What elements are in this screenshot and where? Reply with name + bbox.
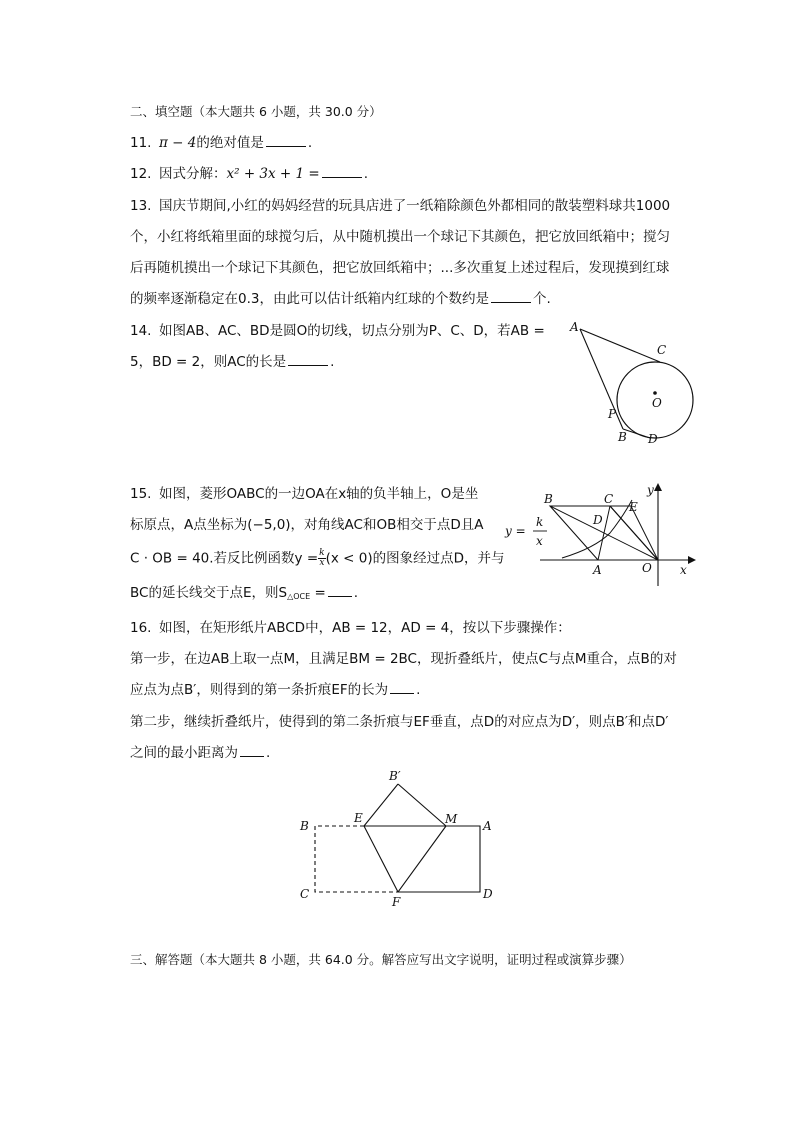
question-12 [130,165,368,183]
q16-text-3: 应点为点B′，则得到的第一条折痕EF的长为 [130,682,389,698]
q16-figure [290,768,510,910]
question-11-number: 11. [130,135,152,151]
question-15-line-3 [130,549,505,568]
x-axis-arrow [688,556,696,564]
label-b-prime: B′ [389,769,401,783]
label-c: C [604,492,614,506]
eq-y: y = [505,524,526,538]
label-y: y [647,483,654,497]
question-13-number: 13. [130,198,152,214]
question-15-line-2: 标原点，A点坐标为(−5,0)，对角线AC和OB相交于点D且A [130,517,484,533]
label-a: A [570,320,579,334]
question-16-line-1 [130,619,571,637]
q15-figure [500,478,700,590]
label-f: F [392,895,401,909]
q14-answer-blank[interactable] [288,353,328,366]
q14-figure [560,315,710,450]
eq-x: x [536,534,543,548]
q11-end: . [307,135,313,151]
q15-frac-den: x [319,558,325,568]
label-p: P [608,407,617,421]
question-14-line-2 [130,353,334,371]
q12-answer-blank[interactable] [322,165,362,178]
label-o: O [642,561,652,575]
q16-text-5: 之间的最小距离为 [130,745,238,761]
section-3-title: 三、解答题（本大题共 8 小题，共 64.0 分。解答应写出文字说明，证明过程或演算步骤） [130,952,632,967]
question-13-line-3: 后再随机摸出一个球记下其颜色，把它放回纸箱中；...多次重复上述过程后，发现摸到红球 [130,260,670,276]
center-o [653,391,657,395]
label-b: B [300,819,309,833]
question-16-line-5 [130,744,270,762]
q16-text-1: 如图，在矩形纸片ABCD中，AB = 12，AD = 4，按以下步骤操作： [159,620,571,636]
label-e: E [629,500,638,514]
label-d: D [483,887,493,901]
label-b: B [544,492,553,506]
question-16-line-4: 第二步，继续折叠纸片，使得到的第二条折痕与EF垂直，点D的对应点为D′，则点B′和点D′ [130,714,669,730]
section-2-title: 二、填空题（本大题共 6 小题，共 30.0 分） [130,104,382,119]
q15-equals: = [314,585,326,601]
q15-text-1: 如图，菱形OABC的一边OA在x轴的负半轴上，O是坐 [159,486,479,502]
q15-subscript: △OCE [287,592,311,601]
q15-text-4: BC的延长线交于点E，则S [130,585,288,601]
q15-text-3b: (x < 0)的图象经过点D，并与 [325,550,505,567]
q16-answer-blank-1[interactable] [390,681,414,694]
q11-expr: π − 4 [159,135,197,151]
q16-answer-blank-2[interactable] [240,744,264,757]
q13-answer-blank[interactable] [491,290,531,303]
label-x: x [680,563,687,577]
label-c: C [657,343,667,357]
q12-end: . [363,166,369,182]
segment-oe [631,506,658,560]
dashed-original [315,826,398,892]
q14-text-1: 如图AB、AC、BD是圆O的切线，切点分别为P、C、D，若AB = [159,323,545,339]
label-o: O [652,396,662,410]
label-d: D [648,432,658,446]
segment-b-prime-m [398,784,446,826]
label-c: C [300,887,310,901]
q11-text: 的绝对值是 [196,135,264,151]
q15-answer-blank[interactable] [328,584,352,597]
question-13-line-2: 个，小红将纸箱里面的球搅匀后，从中随机摸出一个球记下其颜色，把它放回纸箱中；搅匀 [130,229,670,245]
question-15-number: 15. [130,486,152,502]
question-11 [130,134,312,152]
segment-oc [610,506,658,560]
q16-end-2: . [266,745,271,761]
segment-mf [398,826,446,892]
question-16-number: 16. [130,620,152,636]
q14-text-2: 5，BD = 2，则AC的长是 [130,354,287,370]
q14-end: . [330,354,335,370]
crease-ef [364,826,398,892]
label-m: M [445,812,458,826]
eq-k: k [536,515,544,529]
question-15-line-4 [130,584,358,606]
question-15-line-1 [130,485,478,503]
q15-fraction [318,549,325,568]
q16-end-1: . [416,682,421,698]
question-12-number: 12. [130,166,152,182]
label-a: A [593,563,602,577]
y-axis-arrow [654,483,662,491]
q13-text-4: 的频率逐渐稳定在0.3，由此可以估计纸箱内红球的个数约是 [130,291,489,307]
label-d: D [593,513,603,527]
label-a: A [483,819,492,833]
q13-text-1: 国庆节期间,小红的妈妈经营的玩具店进了一纸箱除颜色外都相同的散装塑料球共1000 [159,198,671,214]
question-14-line-1 [130,322,545,340]
q11-answer-blank[interactable] [266,134,306,147]
q12-expr: x² + 3x + 1 = [226,166,320,182]
label-b: B [618,430,627,444]
label-e: E [354,811,363,825]
q12-text: 因式分解： [159,166,227,182]
q15-text-3: C · OB = 40.若反比例函数y = [130,550,319,567]
question-16-line-2: 第一步，在边AB上取一点M，且满足BM = 2BC，现折叠纸片，使点C与点M重合，点B的对 [130,651,677,667]
q15-end: . [353,585,359,601]
q15-frac-num: k [319,548,325,558]
question-13-line-1 [130,197,670,215]
q13-end: 个. [532,291,551,307]
question-14-number: 14. [130,323,152,339]
question-13-line-4 [130,290,551,308]
segment-eb-prime [364,784,398,826]
segment-bd [623,429,650,438]
question-16-line-3 [130,681,420,699]
